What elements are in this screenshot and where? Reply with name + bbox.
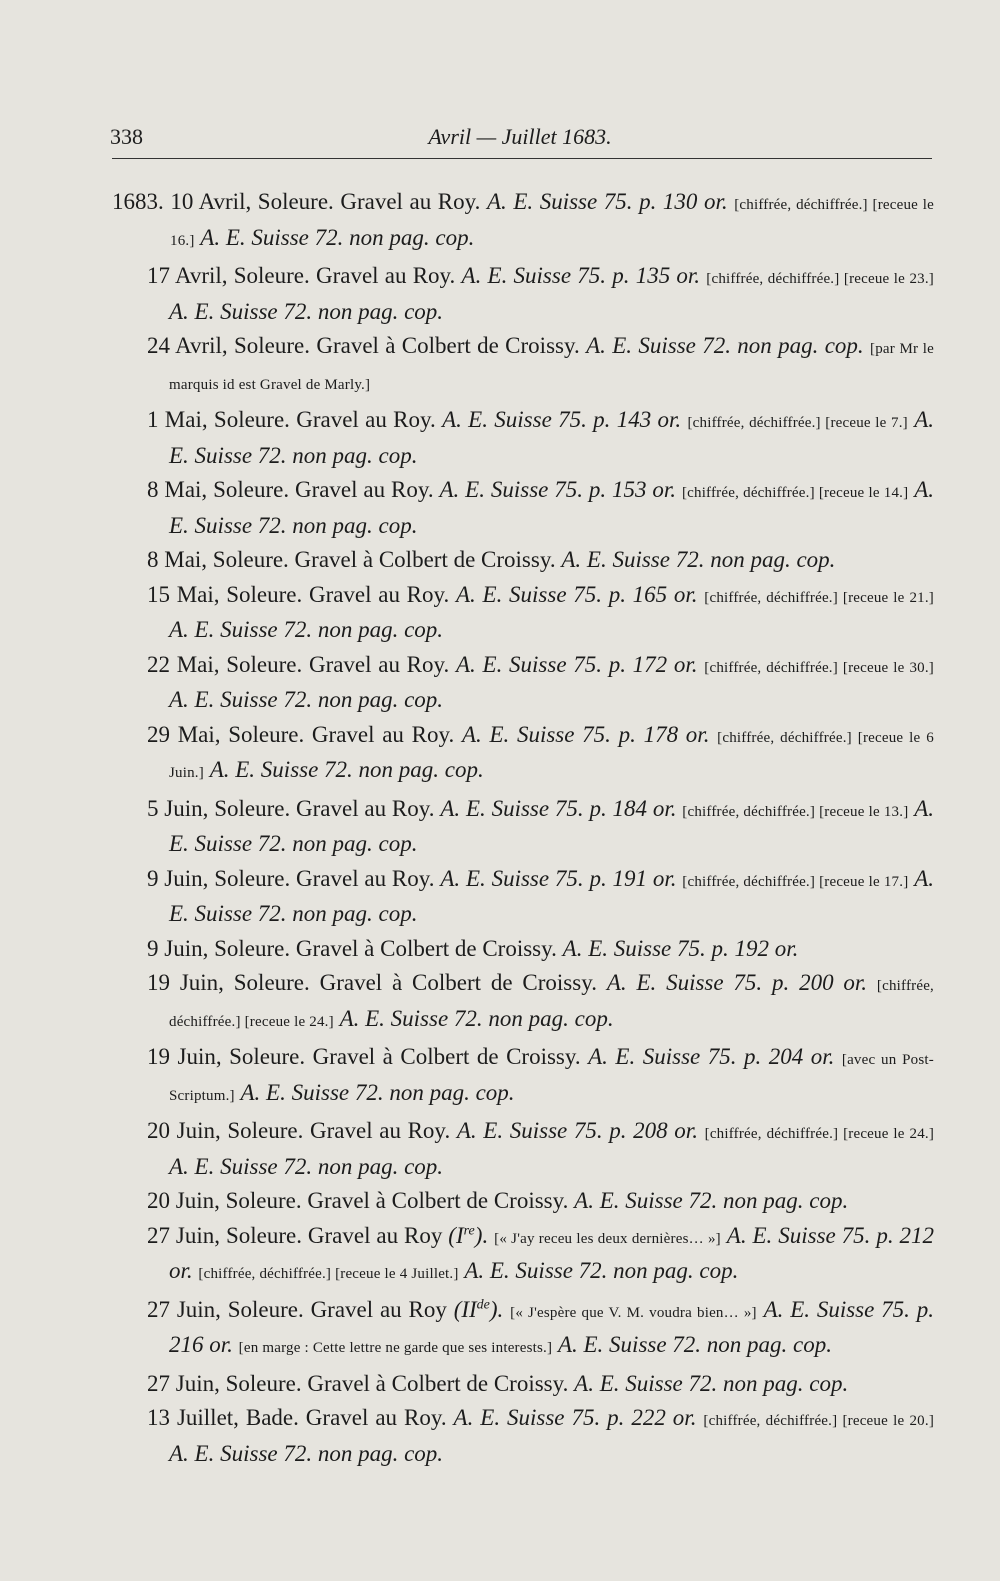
list-item: 1683. 10 Avril, Soleure. Gravel au Roy. A. E. Suisse 75. p. 130 or. [chiffrée, déchiffrée.] [receue le 16.] A. E. Suisse 72. non pag. cop. — [112, 189, 935, 250]
list-item: 9 Juin, Soleure. Gravel à Colbert de Croissy. A. E. Suisse 75. p. 192 or. — [147, 935, 799, 961]
list-item: 27 Juin, Soleure. Gravel à Colbert de Croissy. A. E. Suisse 72. non pag. cop. — [147, 1370, 849, 1396]
list-item: 17 Avril, Soleure. Gravel au Roy. A. E. Suisse 75. p. 135 or. [chiffrée, déchiffrée.] [receue le 23.] A. E. Suisse 72. non pag. cop. — [147, 263, 934, 324]
list-item: 19 Juin, Soleure. Gravel à Colbert de Croissy. A. E. Suisse 75. p. 200 or. [chiffrée, déchiffrée.] [receue le 24.] A. E. Suisse 72. non pag. cop. — [147, 970, 935, 1031]
list-item: 13 Juillet, Bade. Gravel au Roy. A. E. Suisse 75. p. 222 or. [chiffrée, déchiffrée.] [receue le 20.] A. E. Suisse 72. non pag. cop. — [147, 1405, 935, 1466]
page-header — [110, 124, 930, 154]
list-item: 1 Mai, Soleure. Gravel au Roy. A. E. Suisse 75. p. 143 or. [chiffrée, déchiffrée.] [receue le 7.] A. E. Suisse 72. non pag. cop. — [147, 407, 934, 468]
header-rule — [112, 158, 932, 159]
list-item: 8 Mai, Soleure. Gravel à Colbert de Croissy. A. E. Suisse 72. non pag. cop. — [147, 547, 836, 572]
entry-list — [112, 186, 934, 1472]
list-item: 8 Mai, Soleure. Gravel au Roy. A. E. Suisse 75. p. 153 or. [chiffrée, déchiffrée.] [receue le 14.] A. E. Suisse 72. non pag. cop. — [147, 477, 935, 538]
list-item: 24 Avril, Soleure. Gravel à Colbert de Croissy. A. E. Suisse 72. non pag. cop. [par Mr le marquis id est Gravel de Marly.] — [147, 333, 934, 393]
list-item: 27 Juin, Soleure. Gravel au Roy (IIde). [« J'espère que V. M. voudra bien… »] A. E. Suisse 75. p. 216 or. [en marge : Cette lettre ne garde que ses interests.] A. E. Suisse 72. non pag. cop. — [147, 1296, 934, 1357]
list-item: 15 Mai, Soleure. Gravel au Roy. A. E. Suisse 75. p. 165 or. [chiffrée, déchiffrée.] [receue le 21.] A. E. Suisse 72. non pag. cop. — [147, 581, 934, 642]
list-item: 22 Mai, Soleure. Gravel au Roy. A. E. Suisse 75. p. 172 or. [chiffrée, déchiffrée.] [receue le 30.] A. E. Suisse 72. non pag. cop. — [147, 651, 934, 712]
list-item: 20 Juin, Soleure. Gravel à Colbert de Croissy. A. E. Suisse 72. non pag. cop. — [147, 1188, 849, 1213]
running-title: Avril — Juillet 1683. — [428, 124, 612, 149]
list-item: 9 Juin, Soleure. Gravel au Roy. A. E. Suisse 75. p. 191 or. [chiffrée, déchiffrée.] [receue le 17.] A. E. Suisse 72. non pag. cop. — [147, 865, 935, 926]
list-item: 19 Juin, Soleure. Gravel à Colbert de Croissy. A. E. Suisse 75. p. 204 or. [avec un Post-Scriptum.] A. E. Suisse 72. non pag. cop. — [147, 1044, 934, 1105]
page-number: 338 — [110, 124, 143, 149]
list-item: 29 Mai, Soleure. Gravel au Roy. A. E. Suisse 75. p. 178 or. [chiffrée, déchiffrée.] [receue le 6 Juin.] A. E. Suisse 72. non pag. cop. — [147, 721, 935, 782]
list-item: 20 Juin, Soleure. Gravel au Roy. A. E. Suisse 75. p. 208 or. [chiffrée, déchiffrée.] [receue le 24.] A. E. Suisse 72. non pag. cop. — [147, 1118, 935, 1179]
list-item: 27 Juin, Soleure. Gravel au Roy (Ire). [« J'ay receu les deux dernières… »] A. E. Suisse 75. p. 212 or. [chiffrée, déchiffrée.] [receue le 4 Juillet.] A. E. Suisse 72. non pag. cop. — [147, 1222, 935, 1283]
list-item: 5 Juin, Soleure. Gravel au Roy. A. E. Suisse 75. p. 184 or. [chiffrée, déchiffrée.] [receue le 13.] A. E. Suisse 72. non pag. cop. — [147, 795, 935, 856]
